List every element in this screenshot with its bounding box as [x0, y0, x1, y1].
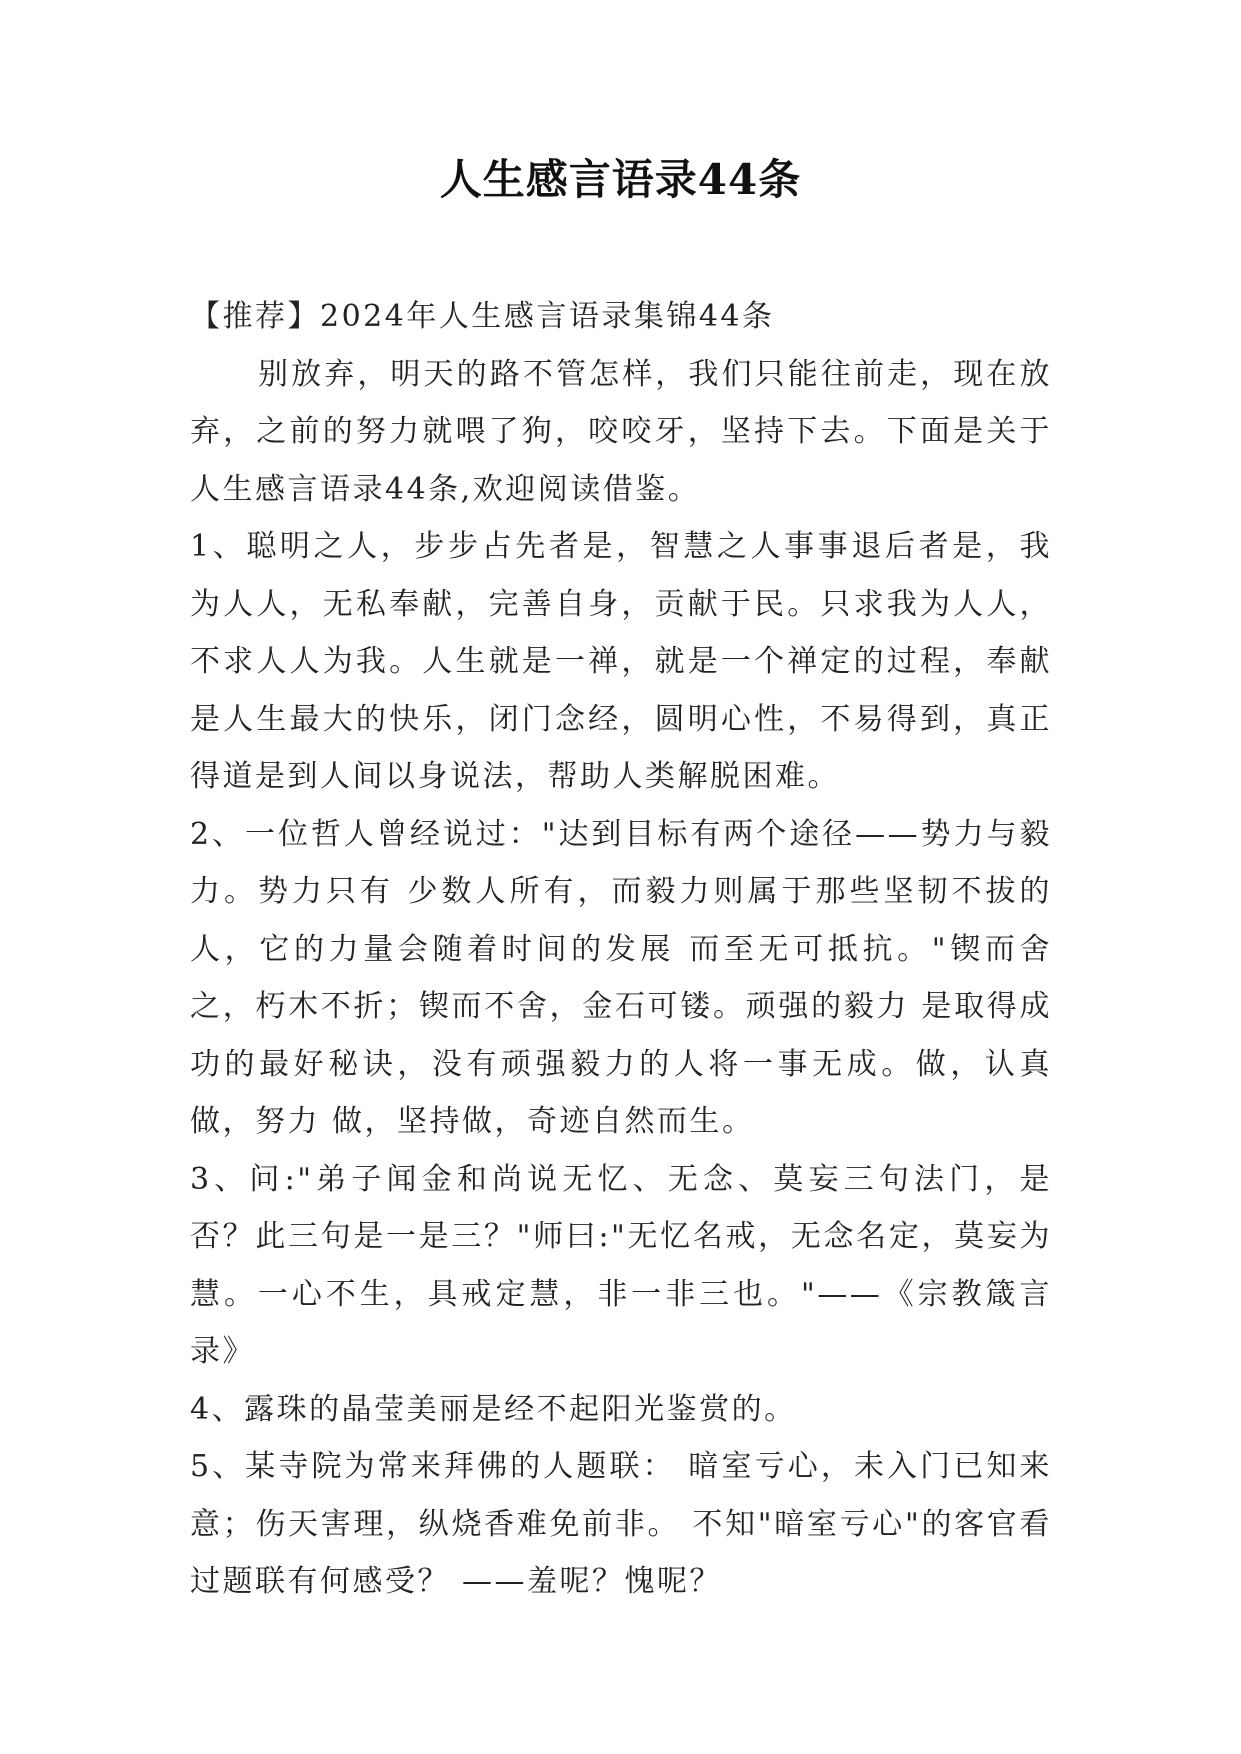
document-subtitle: 【推荐】2024年人生感言语录集锦44条 [190, 299, 775, 334]
quote-item-4: 4、露珠的晶莹美丽是经不起阳光鉴赏的。 [190, 1391, 797, 1427]
document-title: 人生感言语录44条 [439, 155, 802, 204]
quote-item-5: 5、某寺院为常来拜佛的人题联： 暗室亏心，未入门已知来意；伤天害理，纵烧香难免前非。 不知"暗室亏心"的客官看过题联有何感受？ ——羞呢？愧呢？ [190, 1449, 1052, 1599]
document-body [190, 288, 1052, 1611]
quote-item-2: 2、一位哲人曾经说过："达到目标有两个途径——势力与毅力。势力只有 少数人所有，而毅力则属于那些坚韧不拔的人，它的力量会随着时间的发展 而至无可抵抗。"锲而舍之，朽木不折；锲而不舍，金石可镂。顽强的毅力 是取得成功的最好秘诀，没有顽强毅力的人将一事无成。做，认真做，努力 做，坚持做，奇迹自然而生。 [190, 816, 1052, 1139]
intro-paragraph: 别放弃，明天的路不管怎样，我们只能往前走，现在放弃，之前的努力就喂了狗，咬咬牙，坚持下去。下面是关于人生感言语录44条,欢迎阅读借鉴。 [190, 356, 1052, 507]
quote-item-1: 1、聪明之人，步步占先者是，智慧之人事事退后者是，我为人人，无私奉献，完善自身，贡献于民。只求我为人人，不求人人为我。人生就是一禅，就是一个禅定的过程，奉献是人生最大的快乐，闭门念经，圆明心性，不易得到，真正得道是到人间以身说法，帮助人类解脱困难。 [190, 529, 1052, 794]
quote-item-3: 3、问:"弟子闻金和尚说无忆、无念、莫妄三句法门，是否？此三句是一是三？"师曰:"无忆名戒，无念名定，莫妄为慧。一心不生，具戒定慧，非一非三也。"——《宗教箴言录》 [190, 1161, 1052, 1369]
